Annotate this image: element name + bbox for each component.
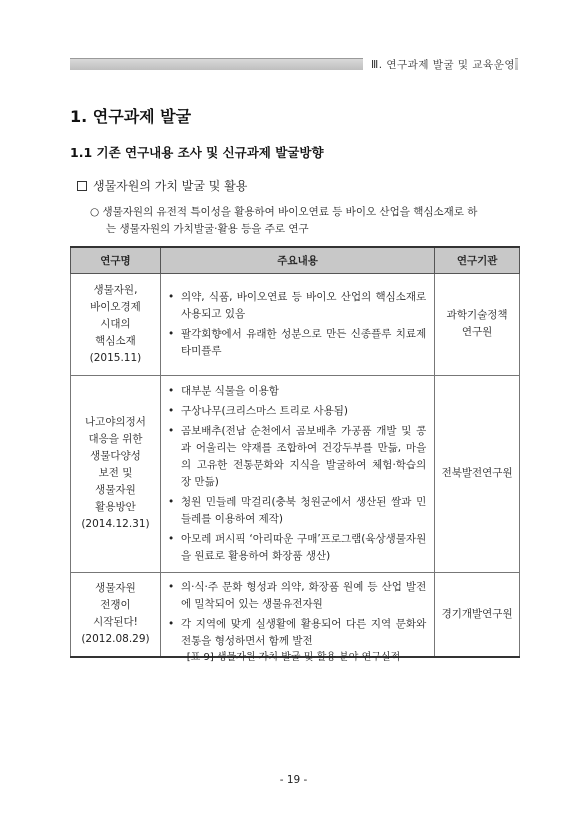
list-item: • 각 지역에 맞게 실생활에 활용되어 다른 지역 문화와 전통을 형성하면서 함께 발전	[165, 616, 426, 650]
list-item: • 팔각회향에서 유래한 성분으로 만든 신종플루 치료제 타미플루	[165, 326, 426, 360]
table-row	[71, 273, 520, 375]
section-title: 1. 연구과제 발굴	[70, 107, 192, 126]
list-item: • 아모레 퍼시픽 ‘아리따운 구매’프로그램(육상생물자원을 원료로 활용하여 화장품 생산)	[165, 531, 426, 565]
research-name-cell: 생물자원, 바이오경제 시대의 핵심소재 (2015.11)	[71, 273, 161, 375]
topic-heading-text: 생물자원의 가치 발굴 및 활용	[93, 179, 248, 193]
table-row	[71, 572, 520, 657]
header-main-content: 주요내용	[160, 247, 434, 273]
header-institution: 연구기관	[435, 247, 520, 273]
content-cell	[160, 273, 434, 375]
list-item: • 의·식·주 문화 형성과 의약, 화장품 원예 등 산업 발전에 밀착되어 있는 생물유전자원	[165, 579, 426, 613]
institution-cell: 경기개발연구원	[435, 572, 520, 657]
list-item: • 의약, 식품, 바이오연료 등 바이오 산업의 핵심소재로 사용되고 있음	[165, 289, 426, 323]
research-table	[70, 246, 520, 658]
list-item: • 대부분 식물을 이용함	[165, 383, 426, 400]
table-row	[71, 375, 520, 572]
checkbox-square-icon	[77, 181, 87, 191]
header-research-name: 연구명	[71, 247, 161, 273]
institution-cell: 전북발전연구원	[435, 375, 520, 572]
paragraph-line-2: 는 생물자원의 가치발굴·활용 등을 주로 연구	[106, 223, 309, 235]
research-name-cell: 나고야의정서 대응을 위한 생물다양성 보전 및 생물자원 활용방안 (2014.12.31)	[71, 375, 161, 572]
content-cell	[160, 375, 434, 572]
subsection-title: 1.1 기존 연구내용 조사 및 신규과제 발굴방향	[70, 145, 324, 160]
page-number: - 19 -	[279, 774, 308, 786]
institution-cell: 과학기술정책 연구원	[435, 273, 520, 375]
topic-heading	[77, 177, 247, 194]
table-caption: [표 9] 생물자원 가치 발굴 및 활용 분야 연구실적	[186, 652, 401, 663]
list-item: • 청원 민들레 막걸리(충북 청원군에서 생산된 쌀과 민들레를 이용하여 제작)	[165, 494, 426, 528]
table-header-row	[71, 247, 520, 273]
running-header: Ⅲ. 연구과제 발굴 및 교육운영	[363, 57, 515, 72]
content-cell	[160, 572, 434, 657]
research-name-cell: 생물자원 전쟁이 시작된다! (2012.08.29)	[71, 572, 161, 657]
list-item: • 구상나무(크리스마스 트리로 사용됨)	[165, 403, 426, 420]
paragraph-line-1: ○ 생물자원의 유전적 특이성을 활용하여 바이오연료 등 바이오 산업을 핵심소재로 하	[90, 206, 478, 218]
list-item: • 곰보배추(전남 순천에서 곰보배추 가공품 개발 및 콩과 어울리는 약재를 조합하여 건강두부를 만듦, 마을의 고유한 전통문화와 지식을 발굴하여 체험·학습의 장 만듦)	[165, 423, 426, 491]
intro-paragraph	[90, 204, 525, 238]
